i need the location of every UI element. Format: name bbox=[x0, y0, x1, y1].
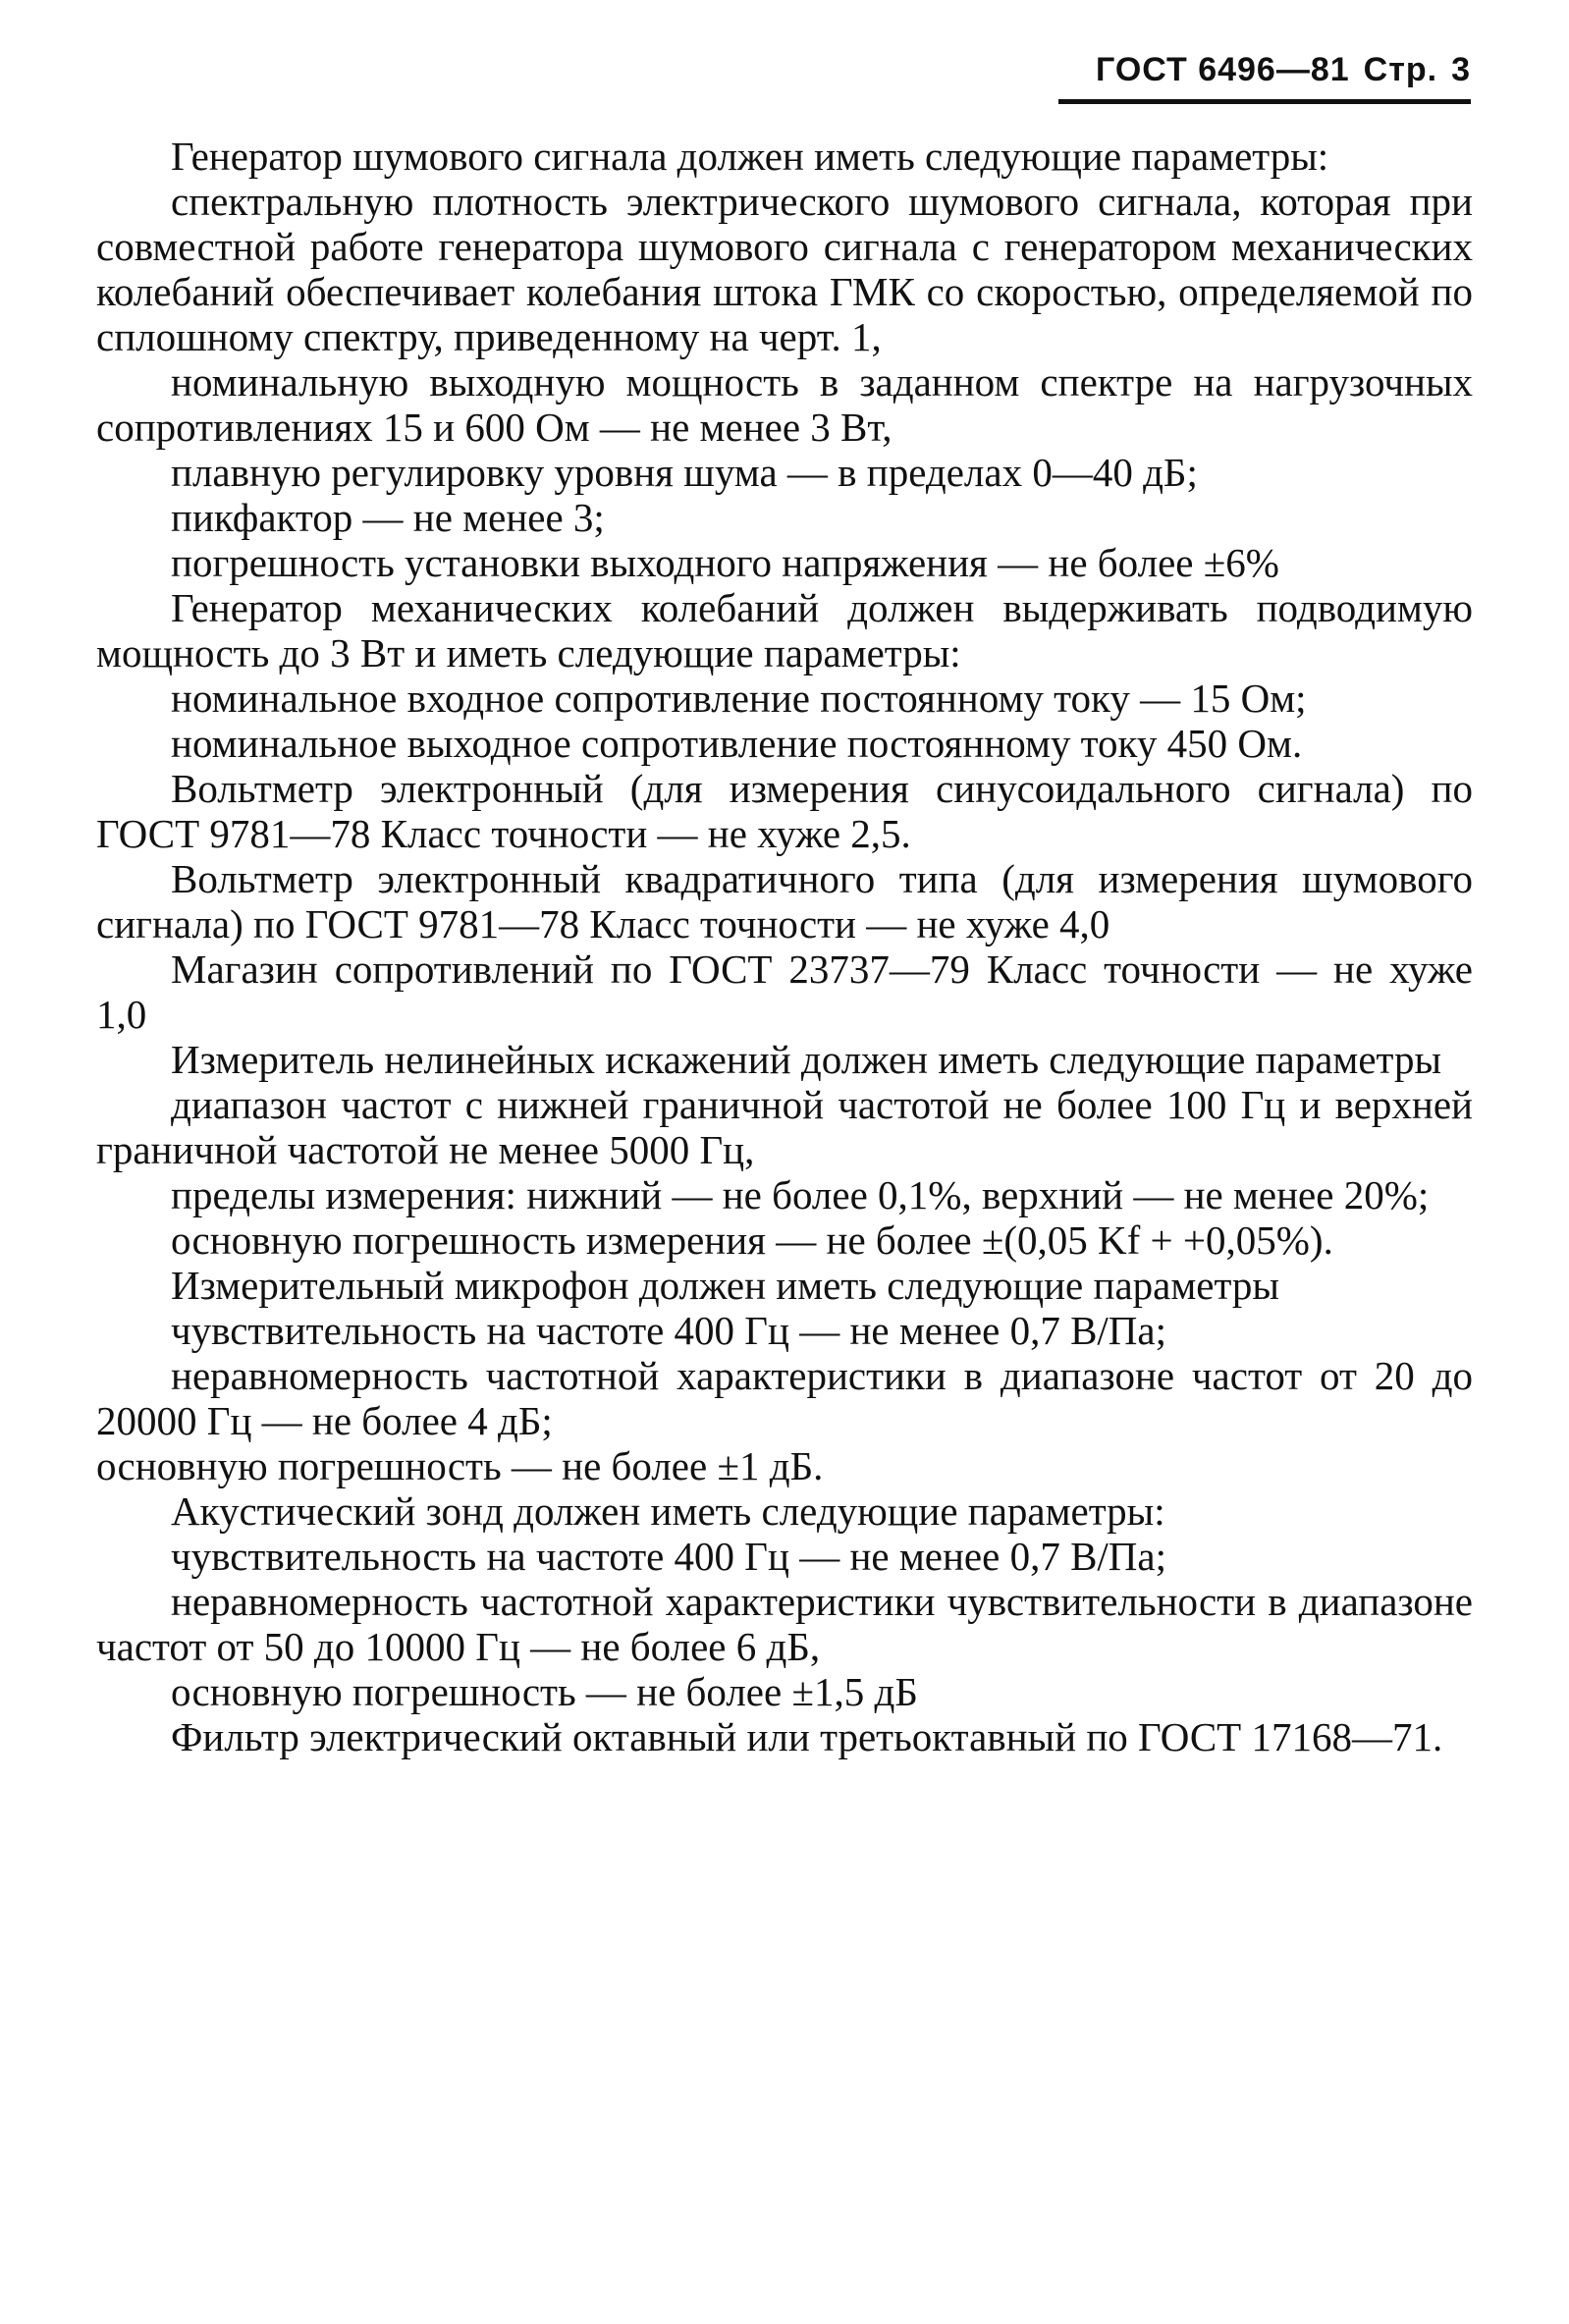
paragraph: Вольтметр электронный квадратичного типа (для измерения шумового сигнала) по ГОСТ 9781—78 Класс точности — не хуже 4,0 bbox=[96, 856, 1473, 946]
paragraph: спектральную плотность электрического шумового сигнала, которая при совместной работе генератора шумового сигнала с генератором механических колебаний обеспечивает колебания штока ГМК со скоростью, определяемой по сплошному спектру, приведенному на черт. 1, bbox=[96, 179, 1473, 359]
paragraph: основную погрешность — не более ±1 дБ. bbox=[96, 1443, 824, 1488]
paragraph: чувствительность на частоте 400 Гц — не менее 0,7 В/Па; bbox=[171, 1534, 1167, 1579]
document-body bbox=[96, 134, 1473, 1759]
paragraph: основную погрешность измерения — не более ±(0,05 Kf + +0,05%). bbox=[171, 1217, 1333, 1263]
paragraph: диапазон частот с нижней граничной частотой не более 100 Гц и верхней граничной частотой не менее 5000 Гц, bbox=[96, 1082, 1473, 1172]
paragraph: Вольтметр электронный (для измерения синусоидального сигнала) по ГОСТ 9781—78 Класс точности — не хуже 2,5. bbox=[96, 766, 1473, 856]
page-header bbox=[1058, 51, 1471, 104]
paragraph: Измеритель нелинейных искажений должен иметь следующие параметры bbox=[171, 1037, 1442, 1082]
paragraph: неравномерность частотной характеристики в диапазоне частот от 20 до 20000 Гц — не более 4 дБ; bbox=[96, 1353, 1473, 1443]
paragraph: номинальную выходную мощность в заданном спектре на нагрузочных сопротивлениях 15 и 600 Ом — не менее 3 Вт, bbox=[96, 359, 1473, 450]
page-label: Стр. bbox=[1363, 51, 1438, 88]
paragraph: основную погрешность — не более ±1,5 дБ bbox=[171, 1669, 918, 1714]
paragraph: Измерительный микрофон должен иметь следующие параметры bbox=[171, 1263, 1279, 1308]
paragraph: Магазин сопротивлений по ГОСТ 23737—79 Класс точности — не хуже 1,0 bbox=[96, 946, 1473, 1037]
paragraph: плавную регулировку уровня шума — в пределах 0—40 дБ; bbox=[171, 450, 1198, 495]
paragraph: чувствительность на частоте 400 Гц — не менее 0,7 В/Па; bbox=[171, 1308, 1167, 1353]
paragraph: пределы измерения: нижний — не более 0,1%, верхний — не менее 20%; bbox=[171, 1172, 1430, 1217]
paragraph: Генератор механических колебаний должен выдерживать подводимую мощность до 3 Вт и иметь следующие параметры: bbox=[96, 585, 1473, 676]
paragraph: пикфактор — не менее 3; bbox=[171, 495, 605, 540]
paragraph: Фильтр электрический октавный или третьоктавный по ГОСТ 17168—71. bbox=[171, 1714, 1443, 1759]
paragraph: погрешность установки выходного напряжения — не более ±6% bbox=[171, 540, 1279, 585]
paragraph: Генератор шумового сигнала должен иметь следующие параметры: bbox=[171, 134, 1329, 179]
paragraph: Акустический зонд должен иметь следующие параметры: bbox=[171, 1488, 1165, 1534]
paragraph: номинальное входное сопротивление постоянному току — 15 Ом; bbox=[171, 676, 1307, 721]
page-number: 3 bbox=[1451, 51, 1471, 88]
paragraph: номинальное выходное сопротивление постоянному току 450 Ом. bbox=[171, 721, 1303, 766]
paragraph: неравномерность частотной характеристики чувствительности в диапазоне частот от 50 до 10000 Гц — не более 6 дБ, bbox=[96, 1579, 1473, 1669]
document-code: ГОСТ 6496—81 bbox=[1096, 51, 1350, 88]
